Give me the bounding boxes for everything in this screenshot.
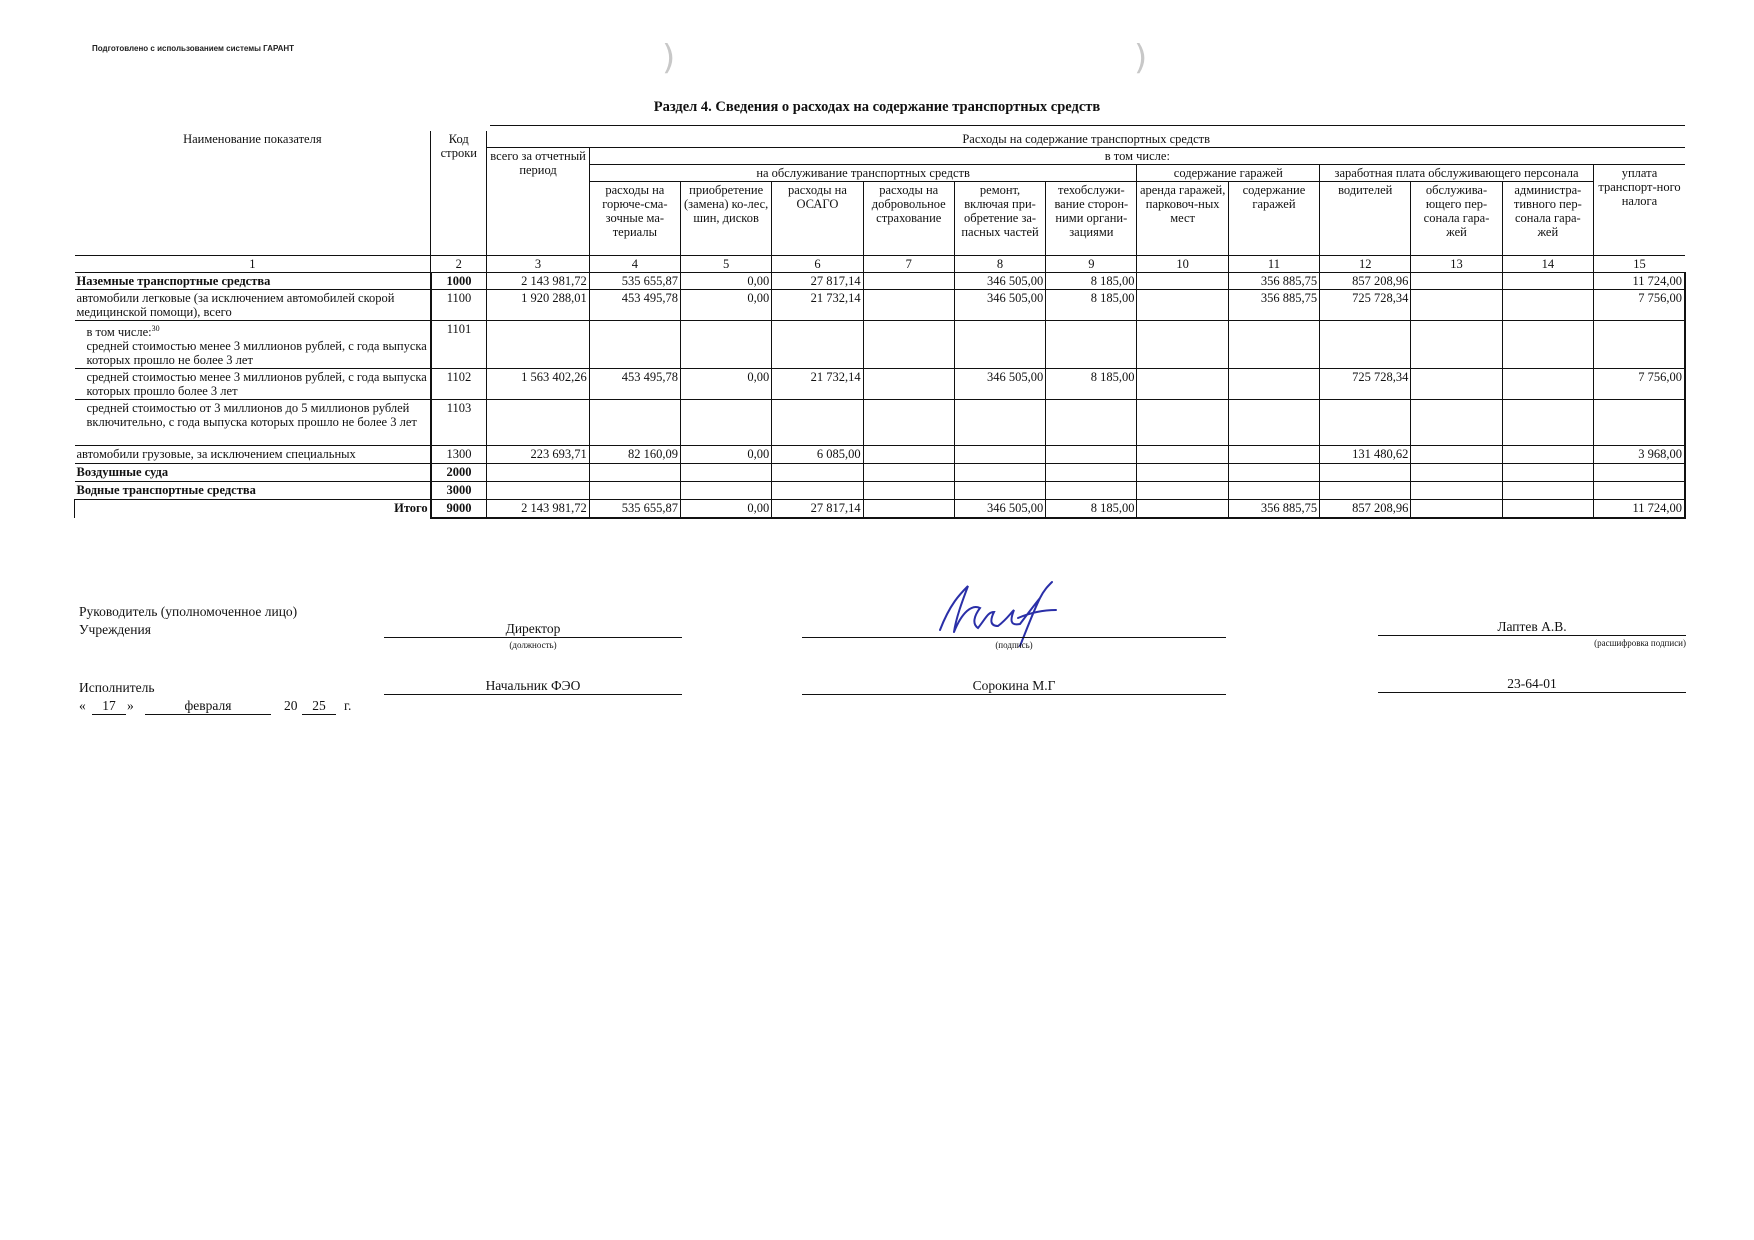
head-label: Руководитель (уполномоченное лицо) [79, 604, 298, 619]
total-value-cell: 0,00 [681, 500, 772, 518]
value-cell [1228, 446, 1319, 464]
row-name: автомобили грузовые, за исключением специальных [75, 446, 431, 464]
date-day: 17 [102, 698, 116, 713]
row-code: 1101 [431, 321, 487, 369]
row-name [75, 321, 431, 369]
value-cell: 131 480,62 [1320, 446, 1411, 464]
total-value-cell [1411, 500, 1502, 518]
row-code: 1102 [431, 369, 487, 400]
value-cell: 0,00 [681, 290, 772, 321]
signature-caption: (подпись) [995, 640, 1033, 650]
column-number: 10 [1137, 256, 1228, 273]
header-drivers: водителей [1320, 182, 1411, 256]
date-year: 25 [312, 698, 326, 713]
total-value-cell: 27 817,14 [772, 500, 863, 518]
column-number: 5 [681, 256, 772, 273]
header-repair: ремонт, включая при-обретение за-пасных частей [954, 182, 1045, 256]
value-cell [487, 464, 589, 482]
column-number: 4 [589, 256, 680, 273]
header-maint: техобслужи-вание сторон-ними органи-зациями [1046, 182, 1137, 256]
column-number: 3 [487, 256, 589, 273]
expenses-table [74, 131, 1686, 519]
value-cell [954, 446, 1045, 464]
row-name: средней стоимостью менее 3 миллионов рублей, с года выпуска которых прошло более 3 лет [75, 369, 431, 400]
row-name: Наземные транспортные средства [75, 273, 431, 290]
value-cell: 453 495,78 [589, 290, 680, 321]
column-number: 9 [1046, 256, 1137, 273]
value-cell [1502, 400, 1593, 446]
value-cell [1411, 400, 1502, 446]
row-code: 1300 [431, 446, 487, 464]
scan-bracket-mark: ) [662, 38, 676, 78]
executor-name-line [802, 694, 1226, 695]
value-cell [1411, 369, 1502, 400]
column-number: 7 [863, 256, 954, 273]
value-cell [1228, 369, 1319, 400]
table-row [75, 321, 1686, 369]
header-total: всего за отчетный период [487, 148, 589, 256]
value-cell: 21 732,14 [772, 290, 863, 321]
value-cell [954, 464, 1045, 482]
header-rent: аренда гаражей, парковоч-ных мест [1137, 182, 1228, 256]
total-value-cell: 535 655,87 [589, 500, 680, 518]
value-cell [954, 482, 1045, 500]
value-cell [1593, 482, 1685, 500]
value-cell: 8 185,00 [1046, 290, 1137, 321]
column-numbers-row [75, 256, 1686, 273]
value-cell [772, 400, 863, 446]
date-suffix: г. [344, 698, 352, 713]
value-cell [1411, 482, 1502, 500]
row-name-prefix: в том числе: [86, 325, 152, 340]
value-cell: 346 505,00 [954, 290, 1045, 321]
value-cell: 725 728,34 [1320, 290, 1411, 321]
table-row [75, 482, 1686, 500]
value-cell [1502, 446, 1593, 464]
executor-position-line [384, 694, 682, 695]
value-cell [863, 290, 954, 321]
column-number: 8 [954, 256, 1045, 273]
value-cell [1046, 446, 1137, 464]
value-cell [863, 446, 954, 464]
value-cell [487, 400, 589, 446]
value-cell: 453 495,78 [589, 369, 680, 400]
row-name: автомобили легковые (за исключением автомобилей скорой медицинской помощи), всего [75, 290, 431, 321]
header-tax: уплата транспорт-ного налога [1593, 165, 1685, 256]
value-cell: 8 185,00 [1046, 273, 1137, 290]
value-cell [1228, 400, 1319, 446]
date-year-prefix: 20 [284, 698, 298, 713]
value-cell [1502, 482, 1593, 500]
total-value-cell: 857 208,96 [1320, 500, 1411, 518]
footnote-mark: 30 [151, 324, 160, 333]
value-cell: 1 920 288,01 [487, 290, 589, 321]
value-cell [1137, 369, 1228, 400]
row-name: Водные транспортные средства [75, 482, 431, 500]
value-cell [589, 464, 680, 482]
page-title: Раздел 4. Сведения о расходах на содержание транспортных средств [653, 99, 1101, 115]
table-row [75, 273, 1686, 290]
value-cell [1228, 482, 1319, 500]
value-cell [1502, 273, 1593, 290]
value-cell [1593, 321, 1685, 369]
value-cell [1320, 464, 1411, 482]
value-cell [1046, 321, 1137, 369]
value-cell [589, 400, 680, 446]
column-number: 6 [772, 256, 863, 273]
value-cell: 346 505,00 [954, 273, 1045, 290]
value-cell [1137, 400, 1228, 446]
value-cell: 2 143 981,72 [487, 273, 589, 290]
value-cell [1046, 464, 1137, 482]
table-row [75, 400, 1686, 446]
value-cell [863, 273, 954, 290]
header-including: в том числе: [589, 148, 1685, 165]
header-garage: содержание гаражей [1137, 165, 1320, 182]
column-number: 1 [75, 256, 431, 273]
table-row [75, 290, 1686, 321]
value-cell: 223 693,71 [487, 446, 589, 464]
value-cell [1137, 273, 1228, 290]
value-cell [1502, 290, 1593, 321]
value-cell [589, 482, 680, 500]
header-expenses: Расходы на содержание транспортных средств [487, 131, 1685, 148]
value-cell: 7 756,00 [1593, 369, 1685, 400]
value-cell [681, 321, 772, 369]
value-cell [863, 482, 954, 500]
table-row [75, 369, 1686, 400]
head-position: Директор [505, 621, 561, 636]
value-cell [1320, 482, 1411, 500]
signature-line [802, 637, 1226, 638]
value-cell [1137, 290, 1228, 321]
value-cell [487, 321, 589, 369]
value-cell [954, 321, 1045, 369]
column-number: 2 [431, 256, 487, 273]
decode-line [1378, 635, 1686, 636]
column-number: 15 [1593, 256, 1685, 273]
header-osago: расходы на ОСАГО [772, 182, 863, 256]
value-cell [681, 482, 772, 500]
head-name: Лаптев А.В. [1497, 619, 1567, 634]
total-value-cell: 2 143 981,72 [487, 500, 589, 518]
total-label: Итого [75, 500, 431, 518]
value-cell [1411, 290, 1502, 321]
value-cell: 82 160,09 [589, 446, 680, 464]
position-line [384, 637, 682, 638]
value-cell [1411, 446, 1502, 464]
date-month-line [145, 714, 271, 715]
value-cell [863, 321, 954, 369]
value-cell: 356 885,75 [1228, 273, 1319, 290]
value-cell: 0,00 [681, 446, 772, 464]
date-day-line [92, 714, 126, 715]
value-cell [1137, 446, 1228, 464]
value-cell [1228, 464, 1319, 482]
value-cell [1137, 482, 1228, 500]
value-cell: 725 728,34 [1320, 369, 1411, 400]
date-close-quote: » [127, 698, 134, 713]
row-code: 3000 [431, 482, 487, 500]
value-cell: 0,00 [681, 273, 772, 290]
header-admin-staff: администра-тивного пер-сонала гара-жей [1502, 182, 1593, 256]
value-cell: 21 732,14 [772, 369, 863, 400]
total-row [75, 500, 1686, 518]
value-cell [1137, 321, 1228, 369]
row-code: 2000 [431, 464, 487, 482]
head-label-2: Учреждения [79, 622, 151, 637]
header-garage-staff: обслужива-ющего пер-сонала гара-жей [1411, 182, 1502, 256]
value-cell: 7 756,00 [1593, 290, 1685, 321]
value-cell [863, 400, 954, 446]
executor-label: Исполнитель [79, 680, 155, 695]
total-code: 9000 [431, 500, 487, 518]
value-cell [487, 482, 589, 500]
value-cell: 11 724,00 [1593, 273, 1685, 290]
total-value-cell: 11 724,00 [1593, 500, 1685, 518]
total-value-cell: 8 185,00 [1046, 500, 1137, 518]
executor-phone: 23-64-01 [1507, 676, 1557, 691]
header-service: на обслуживание транспортных средств [589, 165, 1137, 182]
executor-position: Начальник ФЭО [485, 678, 581, 693]
value-cell [863, 369, 954, 400]
value-cell [1046, 400, 1137, 446]
value-cell [772, 482, 863, 500]
value-cell [1320, 321, 1411, 369]
value-cell: 356 885,75 [1228, 290, 1319, 321]
executor-name: Сорокина М.Г [972, 678, 1056, 693]
total-value-cell: 356 885,75 [1228, 500, 1319, 518]
table-body [75, 273, 1686, 518]
total-value-cell [1137, 500, 1228, 518]
value-cell: 346 505,00 [954, 369, 1045, 400]
value-cell: 6 085,00 [772, 446, 863, 464]
value-cell: 0,00 [681, 369, 772, 400]
value-cell [1593, 464, 1685, 482]
position-caption: (должность) [509, 640, 557, 650]
value-cell [863, 464, 954, 482]
value-cell [1502, 369, 1593, 400]
value-cell: 857 208,96 [1320, 273, 1411, 290]
value-cell [772, 321, 863, 369]
value-cell: 1 563 402,26 [487, 369, 589, 400]
value-cell [1593, 400, 1685, 446]
row-code: 1000 [431, 273, 487, 290]
column-number: 14 [1502, 256, 1593, 273]
value-cell [1411, 464, 1502, 482]
header-name: Наименование показателя [75, 131, 431, 256]
value-cell [1411, 321, 1502, 369]
column-number: 13 [1411, 256, 1502, 273]
executor-phone-line [1378, 692, 1686, 693]
header-code: Код строки [431, 131, 487, 256]
date-year-line [302, 714, 336, 715]
row-name: Воздушные суда [75, 464, 431, 482]
value-cell [1502, 321, 1593, 369]
value-cell [681, 400, 772, 446]
decode-caption: (расшифровка подписи) [1594, 638, 1686, 648]
column-number: 11 [1228, 256, 1319, 273]
scan-bracket-mark: ) [1134, 38, 1148, 78]
row-name-detail: средней стоимостью менее 3 миллионов рублей, с года выпуска которых прошло не более 3 лет [86, 339, 427, 368]
total-value-cell: 346 505,00 [954, 500, 1045, 518]
value-cell [772, 464, 863, 482]
row-code: 1100 [431, 290, 487, 321]
row-name: средней стоимостью от 3 миллионов до 5 миллионов рублей включительно, с года выпуска которых прошло не более 3 лет [75, 400, 431, 446]
value-cell [589, 321, 680, 369]
header-tires: приобретение (замена) ко-лес, шин, дисков [681, 182, 772, 256]
value-cell [1228, 321, 1319, 369]
date-open-quote: « [79, 698, 86, 713]
total-value-cell [1502, 500, 1593, 518]
value-cell [1137, 464, 1228, 482]
header-voluntary: расходы на добровольное страхование [863, 182, 954, 256]
title-rule [490, 125, 1685, 126]
value-cell [681, 464, 772, 482]
value-cell: 535 655,87 [589, 273, 680, 290]
value-cell [1046, 482, 1137, 500]
table-row [75, 446, 1686, 464]
value-cell: 3 968,00 [1593, 446, 1685, 464]
total-value-cell [863, 500, 954, 518]
header-fuel: расходы на горюче-сма-зочные ма-териалы [589, 182, 680, 256]
value-cell: 8 185,00 [1046, 369, 1137, 400]
table-row [75, 464, 1686, 482]
garant-note: Подготовлено с использованием системы ГАРАНТ [92, 44, 295, 53]
value-cell [1411, 273, 1502, 290]
value-cell: 27 817,14 [772, 273, 863, 290]
row-code: 1103 [431, 400, 487, 446]
value-cell [1502, 464, 1593, 482]
header-salary: заработная плата обслуживающего персонала [1320, 165, 1594, 182]
column-number: 12 [1320, 256, 1411, 273]
header-garage-upkeep: содержание гаражей [1228, 182, 1319, 256]
value-cell [1320, 400, 1411, 446]
value-cell [954, 400, 1045, 446]
date-month: февраля [184, 698, 232, 713]
